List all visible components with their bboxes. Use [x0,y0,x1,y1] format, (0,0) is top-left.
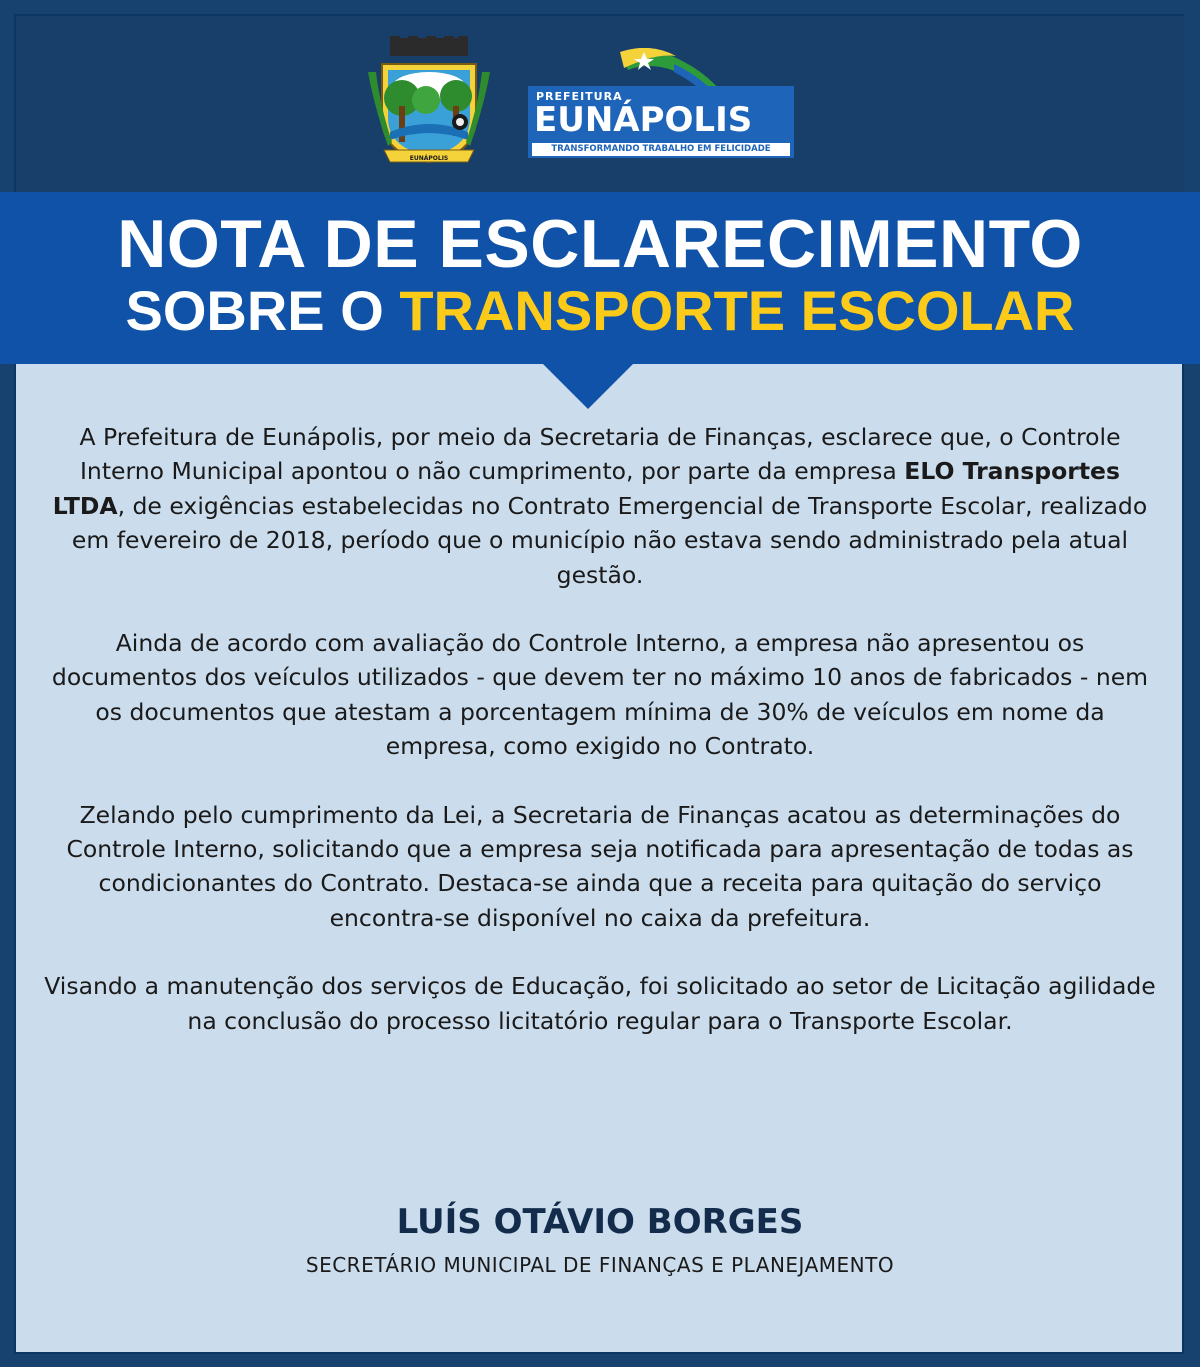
p1-text-b: , de exigências estabelecidas no Contrato Emergencial de Transporte Escolar, realizado em fevereiro de 2018, período que o município não estava sendo administrado pela atual gestão. [71,491,1148,589]
logo-area [0,36,1200,166]
page-title: NOTA DE ESCLARECIMENTO [117,206,1083,282]
subtitle-prefix: SOBRE O [125,279,400,342]
paragraph-1 [40,420,1160,592]
brand-prefix: PREFEITURA [536,90,623,103]
page-subtitle [0,278,1200,343]
brand-logo [528,48,796,160]
signature-name: LUÍS OTÁVIO BORGES [396,1202,804,1242]
signature-role: SECRETÁRIO MUNICIPAL DE FINANÇAS E PLANEJAMENTO [305,1253,895,1277]
subtitle-highlight: TRANSPORTE ESCOLAR [399,279,1075,342]
pointer-arrow [541,362,635,409]
paragraph-4: Visando a manutenção dos serviços de Educação, foi solicitado ao setor de Licitação agilidade na conclusão do processo licitatório regular para o Transporte Escolar. [44,972,1156,1035]
p1-text-a: A Prefeitura de Eunápolis, por meio da Secretaria de Finanças, esclarece que, o Controle Interno Municipal apontou o não cumprimento, por parte da empresa [79,423,1121,486]
brand-slogan: TRANSFORMANDO TRABALHO EM FELICIDADE [532,143,790,156]
paragraph-2: Ainda de acordo com avaliação do Controle Interno, a empresa não apresentou os documentos dos veículos utilizados - que devem ter no máximo 10 anos de fabricados - nem os documentos que atestam a porcentagem mínima de 30% de veículos em nome da empresa, como exigido no Contrato. [51,629,1149,761]
paragraph-3: Zelando pelo cumprimento da Lei, a Secretaria de Finanças acatou as determinações do Controle Interno, solicitando que a empresa seja notificada para apresentação de todas as condicionantes do Contrato. Destaca-se ainda que a receita para quitação do serviço encontra-se disponível no caixa da prefeitura. [66,800,1134,932]
municipal-crest-icon [368,36,490,166]
brand-name: EUNÁPOLIS [534,100,753,140]
crest-text: EUNÁPOLIS [409,155,449,162]
body-text [40,420,1160,1072]
company-name: ELO Transportes LTDA [52,457,1120,520]
